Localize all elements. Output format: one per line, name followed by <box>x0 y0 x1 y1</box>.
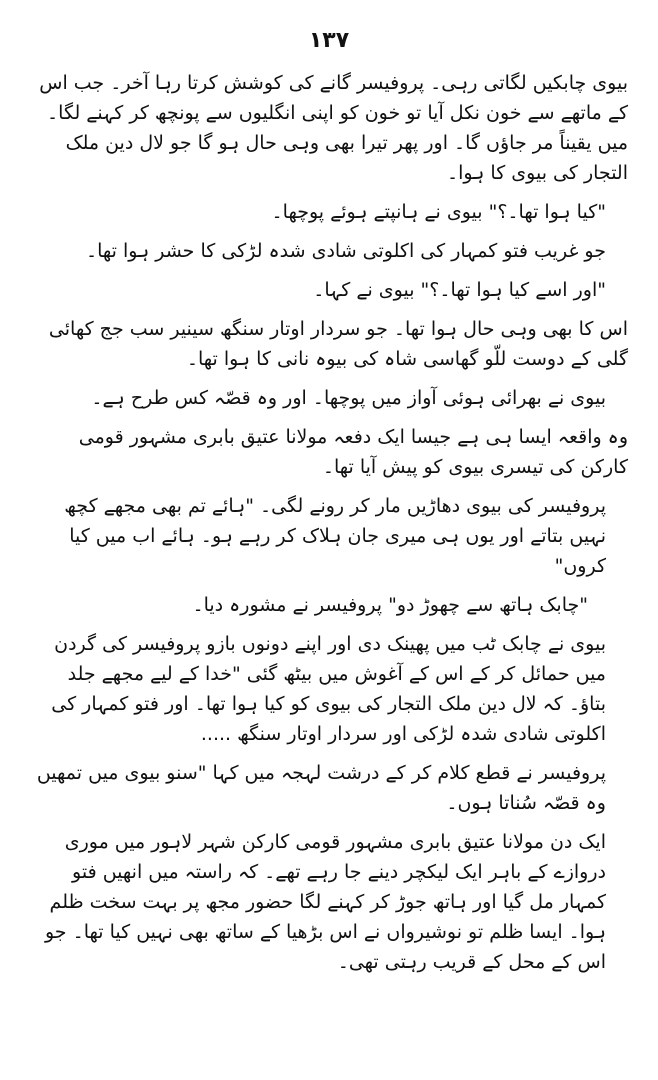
paragraph: پروفیسر کی بیوی دھاڑیں مار کر رونے لگی۔ "ہائے تم بھی مجھے کچھ نہیں بتاتے اور یوں ہی میری جان ہلاک کر رہے ہو۔ ہائے اب میں کیا کروں" <box>64 495 606 577</box>
body-text <box>30 68 628 977</box>
paragraph: "اور اسے کیا ہوا تھا۔؟" بیوی نے کہا۔ <box>313 279 606 301</box>
paragraph: ایک دن مولانا عتیق بابری مشہور قومی کارکن شہر لاہور میں موری دروازے کے باہر ایک لیکچر دینے جا رہے تھے۔ کہ راستہ میں انھیں فتو کمہار مل گیا اور ہاتھ جوڑ کر کہنے لگا حضور مجھ پر بہت سخت ظلم ہوا۔ ایسا ظلم تو نوشیرواں نے اس بڑھیا کے ساتھ بھی نہیں کیا تھا۔ جو اس کے محل کے قریب رہتی تھی۔ <box>44 831 606 973</box>
paragraph: بیوی چابکیں لگاتی رہی۔ پروفیسر گانے کی کوشش کرتا رہا آخر۔ جب اس کے ماتھے سے خون نکل آیا تو خون کو اپنی انگلیوں سے پونچھ کر کہنے لگا۔ میں یقیناً مر جاؤں گا۔ اور پھر تیرا بھی وہی حال ہو گا جو لال دین ملک التجار کی بیوی کا ہوا۔ <box>39 72 628 184</box>
paragraph: بیوی نے بھرائی ہوئی آواز میں پوچھا۔ اور وہ قصّہ کس طرح ہے۔ <box>91 387 606 409</box>
paragraph: جو غریب فتو کمہار کی اکلوتی شادی شدہ لڑکی کا حشر ہوا تھا۔ <box>85 240 606 262</box>
paragraph: بیوی نے چابک ٹب میں پھینک دی اور اپنے دونوں بازو پروفیسر کی گردن میں حمائل کر کے اس کے آغوش میں بیٹھ گئی "خدا کے لیے مجھے جلد بتاؤ۔ کہ لال دین ملک التجار کی بیوی کو کیا ہوا تھا۔ اور فتو کمہار کی اکلوتی شادی شدہ لڑکی اور سردار اوتار سنگھ ..... <box>51 633 606 745</box>
page-number: ۱۳۷ <box>308 28 350 53</box>
paragraph: اس کا بھی وہی حال ہوا تھا۔ جو سردار اوتار سنگھ سینیر سب جج کھائی گلی کے دوست للّو گھاسی شاہ کی بیوہ نانی کا ہوا تھا۔ <box>48 318 628 370</box>
paragraph: "چابک ہاتھ سے چھوڑ دو" پروفیسر نے مشورہ دیا۔ <box>192 594 588 616</box>
paragraph: پروفیسر نے قطع کلام کر کے درشت لہجہ میں کہا "سنو بیوی میں تمھیں وہ قصّہ سُناتا ہوں۔ <box>36 762 606 814</box>
paragraph: وہ واقعہ ایسا ہی ہے جیسا ایک دفعہ مولانا عتیق بابری مشہور قومی کارکن کی تیسری بیوی کو پیش آیا تھا۔ <box>78 426 628 478</box>
paragraph: "کیا ہوا تھا۔؟" بیوی نے ہانپتے ہوئے پوچھا۔ <box>271 201 606 223</box>
